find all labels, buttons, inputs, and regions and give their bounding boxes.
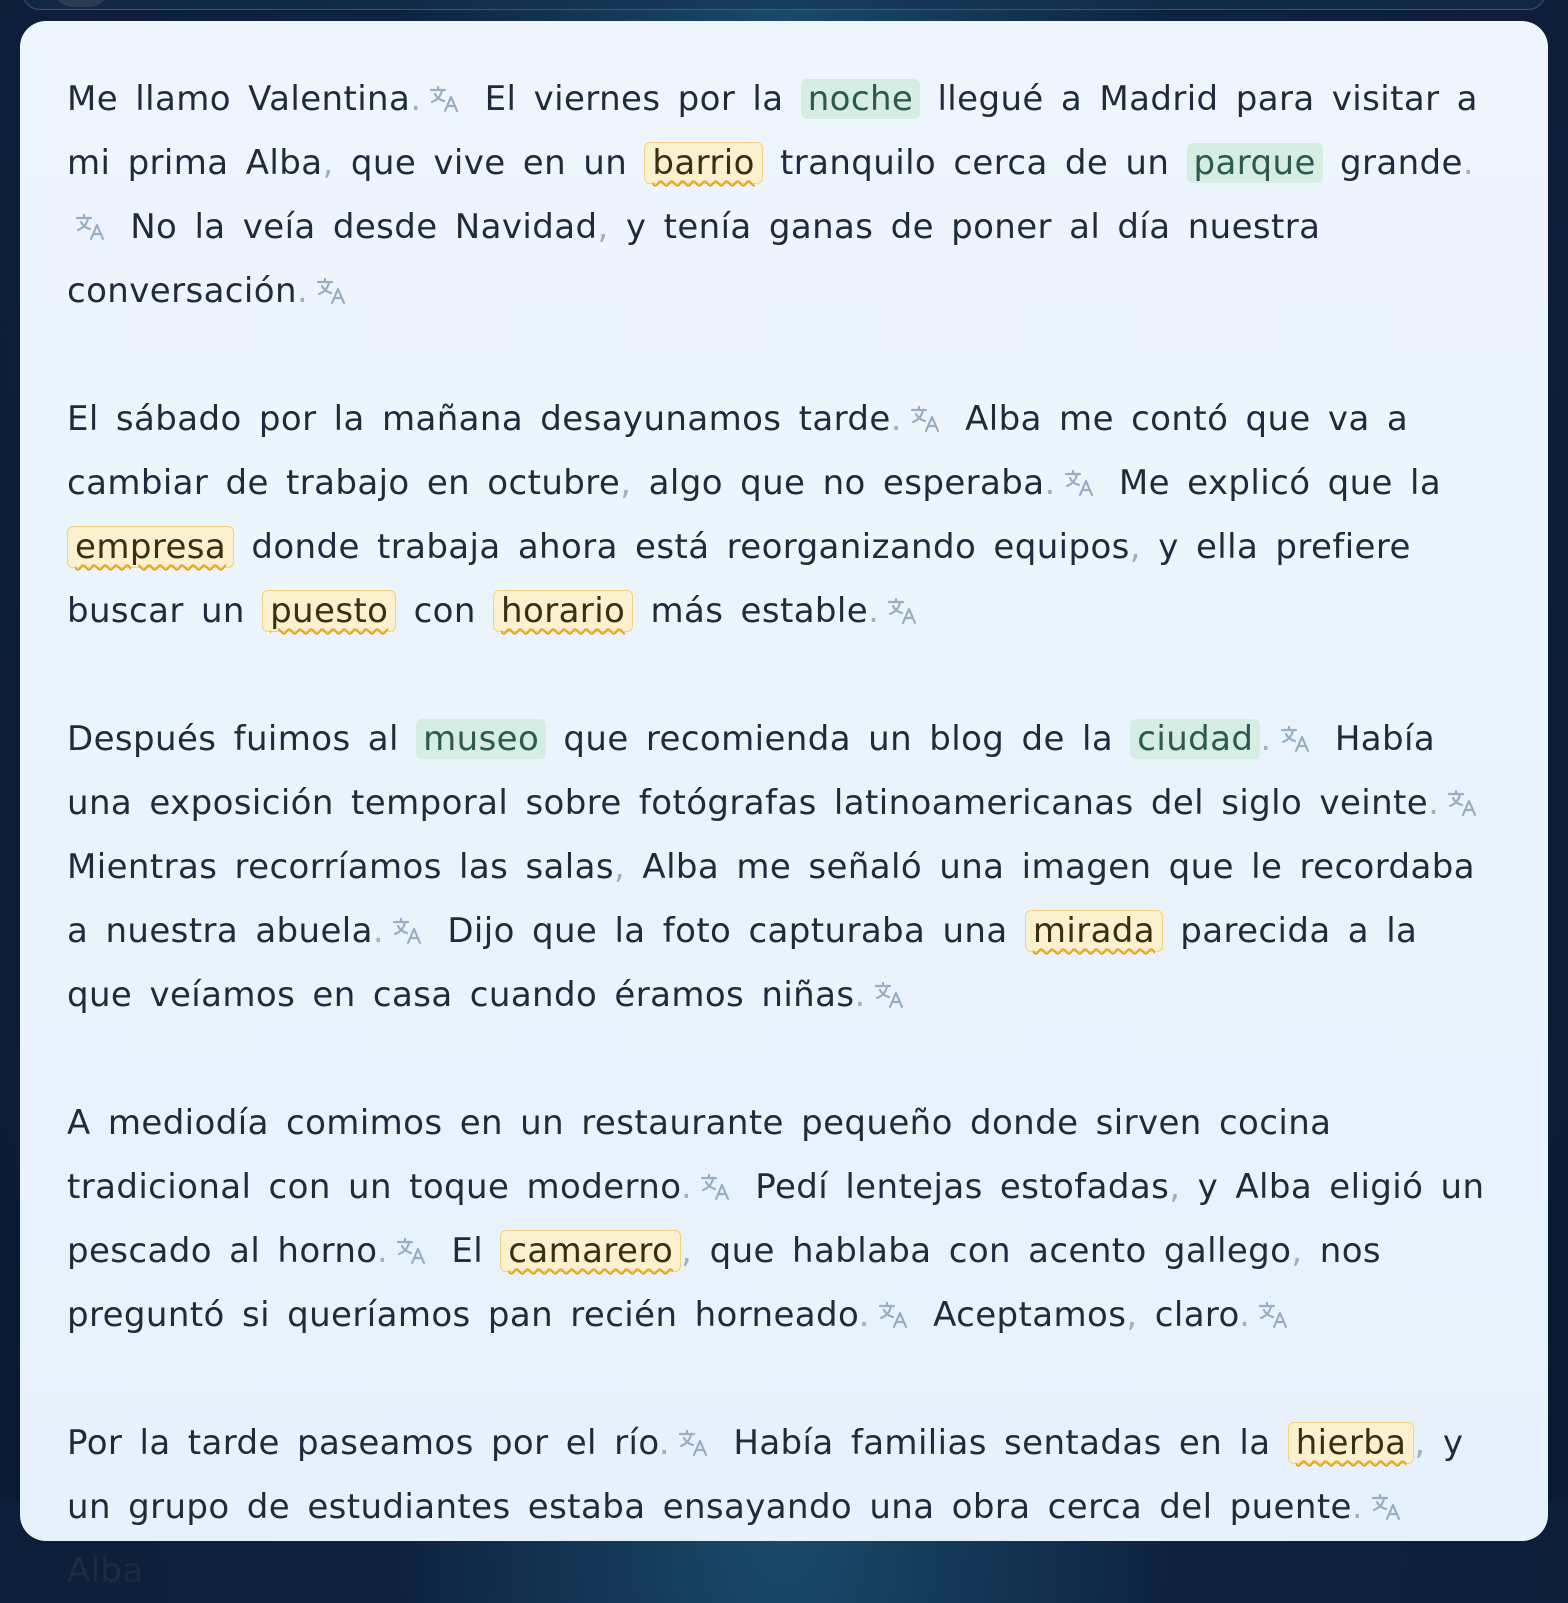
vocab-word-new[interactable]: puesto	[262, 590, 396, 632]
sentence-text: Pedí lentejas estofadas	[738, 1167, 1170, 1207]
sentence-text: El viernes por la	[467, 79, 801, 119]
translate-icon[interactable]	[872, 978, 906, 1012]
sentence-text: Me explicó que la	[1101, 463, 1459, 503]
sentence-text: Por la tarde paseamos por el río	[67, 1423, 659, 1463]
translate-icon[interactable]	[73, 210, 107, 244]
vocab-word-new[interactable]: camarero	[500, 1230, 681, 1272]
punctuation: ,	[681, 1231, 693, 1271]
sentence-text: No la veía desde Navidad	[113, 207, 598, 247]
paragraph	[67, 67, 1498, 323]
sentence-text: Había una exposición temporal sobre fotógrafas latinoamericanas del siglo veinte	[67, 719, 1453, 823]
top-toolbar	[22, 0, 1546, 10]
punctuation: ,	[614, 847, 626, 887]
punctuation: ,	[597, 207, 609, 247]
translate-icon[interactable]	[1445, 786, 1479, 820]
punctuation: ,	[1169, 1167, 1181, 1207]
sentence-text: tranquilo cerca de un	[762, 143, 1187, 183]
translate-icon[interactable]	[314, 274, 348, 308]
sentence-text: llegué a Madrid para visitar a mi prima Alba	[67, 79, 1496, 183]
translate-icon[interactable]	[390, 914, 424, 948]
translate-icon[interactable]	[1256, 1298, 1290, 1332]
translate-icon[interactable]	[1369, 1490, 1403, 1524]
sentence-text: Me llamo Valentina	[67, 79, 411, 119]
sentence-text: Aceptamos	[915, 1295, 1127, 1335]
vocab-word-new[interactable]: hierba	[1288, 1422, 1415, 1464]
sentence-text: con	[396, 591, 494, 631]
punctuation: .	[680, 1167, 693, 1207]
translate-icon[interactable]	[676, 1426, 710, 1460]
punctuation: .	[1351, 1487, 1364, 1527]
sentence-text: y un grupo de estudiantes estaba ensayando una obra cerca del puente	[67, 1423, 1481, 1527]
vocab-word-known[interactable]: noche	[801, 79, 921, 119]
sentence-text: Dijo que la foto capturaba una	[430, 911, 1025, 951]
punctuation: .	[658, 1423, 671, 1463]
sentence-text: Alba	[67, 1487, 1427, 1591]
punctuation: .	[410, 79, 422, 119]
sentence-text: parecida a la que veíamos en casa cuando éramos niñas	[67, 911, 1435, 1015]
translate-icon[interactable]	[876, 1298, 910, 1332]
punctuation: ,	[1291, 1231, 1303, 1271]
sentence-text: A mediodía comimos en un restaurante pequeño donde sirven cocina tradicional con un toque moderno	[67, 1103, 1349, 1207]
sentence-text: claro	[1137, 1295, 1240, 1335]
vocab-word-new[interactable]: barrio	[644, 142, 762, 184]
punctuation: .	[1239, 1295, 1251, 1335]
reader-card	[20, 21, 1548, 1591]
translate-icon[interactable]	[908, 402, 942, 436]
sentence-text: Alba me señaló una imagen que le recordaba a nuestra abuela	[67, 847, 1493, 951]
sentence-text: y Alba eligió un pescado al horno	[67, 1167, 1502, 1271]
translate-icon[interactable]	[427, 82, 461, 116]
punctuation: .	[376, 1231, 389, 1271]
translate-icon[interactable]	[698, 1170, 732, 1204]
vocab-word-new[interactable]: empresa	[67, 526, 234, 568]
punctuation: .	[372, 911, 385, 951]
punctuation: ,	[620, 463, 632, 503]
sentence-text: nos preguntó si queríamos pan recién horneado	[67, 1231, 1399, 1335]
sentence-text: más estable	[633, 591, 869, 631]
punctuation: ,	[322, 143, 334, 183]
sentence-text: que hablaba con acento gallego	[692, 1231, 1292, 1271]
vocab-word-new[interactable]: horario	[493, 590, 633, 632]
avatar[interactable]	[53, 0, 109, 7]
sentence-text: Mientras recorríamos las salas	[67, 783, 1503, 887]
punctuation: .	[858, 1295, 870, 1335]
translate-icon[interactable]	[1062, 466, 1096, 500]
punctuation: ,	[1414, 1423, 1426, 1463]
paragraph	[67, 1091, 1502, 1347]
sentence-text: y ella prefiere buscar un	[67, 527, 1429, 631]
translate-icon[interactable]	[1278, 722, 1312, 756]
vocab-word-known[interactable]: museo	[416, 719, 546, 759]
punctuation: ,	[1129, 527, 1142, 567]
sentence-text: que vive en un	[333, 143, 645, 183]
punctuation: .	[1428, 783, 1440, 823]
sentence-text: Después fuimos al	[67, 719, 417, 759]
punctuation: ,	[1126, 1295, 1138, 1335]
sentence-text: El sábado por la mañana desayunamos tarde	[67, 399, 891, 439]
paragraph	[67, 707, 1503, 1027]
sentence-text: El	[434, 1231, 501, 1271]
vocab-word-known[interactable]: ciudad	[1130, 719, 1260, 759]
punctuation: .	[1462, 143, 1475, 183]
translate-icon[interactable]	[394, 1234, 428, 1268]
punctuation: .	[1260, 719, 1272, 759]
punctuation: .	[296, 271, 309, 311]
sentence-text: algo que no esperaba	[631, 463, 1045, 503]
sentence-text: Alba me contó que va a cambiar de trabajo en octubre	[67, 399, 1426, 503]
sentence-text: que recomienda un blog de la	[546, 719, 1131, 759]
vocab-word-known[interactable]: parque	[1187, 143, 1323, 183]
punctuation: .	[1044, 463, 1056, 503]
sentence-text: grande	[1322, 143, 1463, 183]
sentence-text: Había familias sentadas en la	[716, 1423, 1288, 1463]
vocab-word-new[interactable]: mirada	[1025, 910, 1163, 952]
translate-icon[interactable]	[885, 594, 919, 628]
paragraph	[67, 1411, 1498, 1603]
sentence-text: y tenía ganas de poner al día nuestra conversación	[67, 207, 1338, 311]
punctuation: .	[854, 975, 866, 1015]
punctuation: .	[890, 399, 902, 439]
sentence-text: donde trabaja ahora está reorganizando equipos	[234, 527, 1130, 567]
paragraph	[67, 387, 1498, 643]
punctuation: .	[868, 591, 880, 631]
